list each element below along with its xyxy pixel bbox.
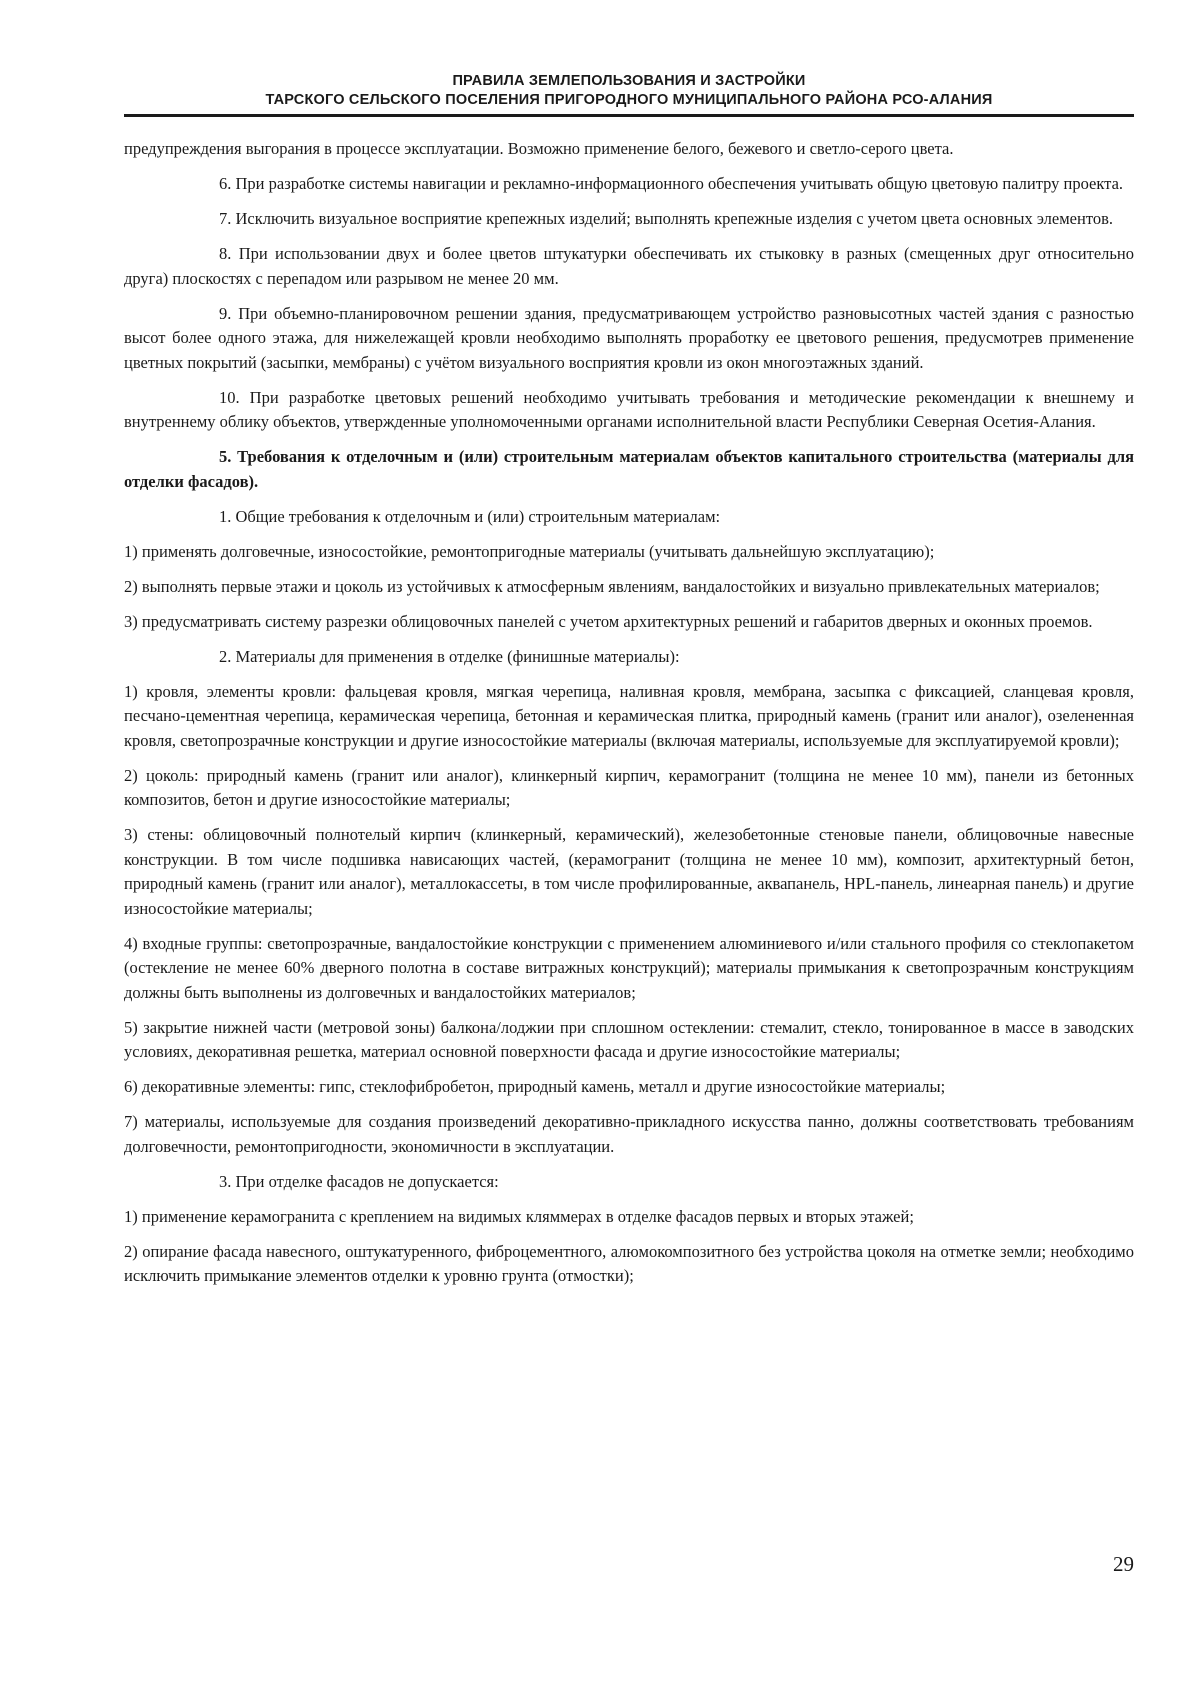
paragraph: 10. При разработке цветовых решений необходимо учитывать требования и методические рекомендации к внешнему и внутреннему облику объектов, утвержденные уполномоченными органами исполнительной власти Республики Северная Осетия-Алания.: [124, 387, 1134, 431]
list-item: 1) применять долговечные, износостойкие, ремонтопригодные материалы (учитывать дальнейшую эксплуатацию);: [124, 541, 935, 561]
list-item: 4) входные группы: светопрозрачные, вандалостойкие конструкции с применением алюминиевого и/или стального профиля со стеклопакетом (остекление не менее 60% дверного полотна в составе витражных конструкций); материалы примыкания к светопрозрачным конструкциям должны быть выполнены из долговечных и вандалостойких материалов;: [124, 933, 1134, 1002]
list-item: 6) декоративные элементы: гипс, стеклофибробетон, природный камень, металл и другие износостойкие материалы;: [124, 1077, 946, 1096]
list-item: 2) выполнять первые этажи и цоколь из устойчивых к атмосферным явлениям, вандалостойких и визуально привлекательных материалов;: [124, 576, 1100, 596]
list-item: 2) цоколь: природный камень (гранит или аналог), клинкерный кирпич, керамогранит (толщина не менее 10 мм), панели из бетонных композитов, бетон и другие износостойкие материалы;: [124, 765, 1134, 809]
paragraph: 6. При разработке системы навигации и рекламно-информационного обеспечения учитывать общую цветовую палитру проекта.: [219, 174, 1124, 193]
list-item: 1) кровля, элементы кровли: фальцевая кровля, мягкая черепица, наливная кровля, мембрана, засыпка с фиксацией, сланцевая кровля, песчано-цементная черепица, керамическая черепица, бетонная и керамическая плитка, природный камень (гранит или аналог), озелененная кровля, светопрозрачные конструкции и другие износостойкие материалы (включая материалы, используемые для эксплуатируемой кровли);: [124, 681, 1134, 750]
paragraph: 2. Материалы для применения в отделке (финишные материалы):: [219, 646, 680, 666]
list-item: 2) опирание фасада навесного, оштукатуренного, фиброцементного, алюмокомпозитного без устройства цоколя на отметке земли; необходимо исключить примыкание элементов отделки к уровню грунта (отмостки);: [124, 1241, 1134, 1285]
header-line-2: ТАРСКОГО СЕЛЬСКОГО ПОСЕЛЕНИЯ ПРИГОРОДНОГО МУНИЦИПАЛЬНОГО РАЙОНА РСО-АЛАНИЯ: [265, 92, 993, 108]
paragraph: 9. При объемно-планировочном решении здания, предусматривающем устройство разновысотных частей здания с разностью высот более одного этажа, для нижележащей кровли необходимо выполнять проработку ее цветового решения, предусмотрев применение цветных покрытий (засыпки, мембраны) с учётом визуального восприятия кровли из окон многоэтажных зданий.: [124, 303, 1134, 372]
header-line-1: ПРАВИЛА ЗЕМЛЕПОЛЬЗОВАНИЯ И ЗАСТРОЙКИ: [452, 73, 806, 89]
paragraph: 7. Исключить визуальное восприятие крепежных изделий; выполнять крепежные изделия с учетом цвета основных элементов.: [219, 209, 1113, 228]
header-divider: [124, 114, 1134, 117]
list-item: 5) закрытие нижней части (метровой зоны) балкона/лоджии при сплошном остеклении: стемалит, стекло, тонированное в массе в заводских условиях, декоративная решетка, материал основной поверхности фасада и другие износостойкие материалы;: [124, 1017, 1134, 1061]
paragraph: предупреждения выгорания в процессе эксплуатации. Возможно применение белого, бежевого и светло-серого цвета.: [124, 139, 954, 158]
document-body: [124, 137, 1134, 1299]
paragraph: 3. При отделке фасадов не допускается:: [219, 1171, 499, 1191]
section-heading: 5. Требования к отделочным и (или) строительным материалам объектов капитального строительства (материалы для отделки фасадов).: [124, 447, 1134, 491]
list-item: 1) применение керамогранита с креплением на видимых кляммерах в отделке фасадов первых и вторых этажей;: [124, 1206, 914, 1226]
document-header: [124, 72, 1134, 110]
paragraph: 8. При использовании двух и более цветов штукатурки обеспечивать их стыковку в разных (смещенных друг относительно друга) плоскостях с перепадом или разрывом не менее 20 мм.: [124, 244, 1134, 288]
list-item: 3) предусматривать систему разрезки облицовочных панелей с учетом архитектурных решений и габаритов дверных и оконных проемов.: [124, 611, 1093, 631]
page-number: 29: [1113, 1552, 1134, 1576]
list-item: 3) стены: облицовочный полнотелый кирпич (клинкерный, керамический), железобетонные стеновые панели, облицовочные навесные конструкции. В том числе подшивка нависающих частей, (керамогранит (толщина не менее 10 мм), композит, архитектурный бетон, природный камень (гранит или аналог), металлокассеты, в том числе профилированные, аквапанель, HPL-панель, линеарная панель) и другие износостойкие материалы;: [124, 825, 1134, 918]
list-item: 7) материалы, используемые для создания произведений декоративно-прикладного искусства панно, должны соответствовать требованиям долговечности, ремонтопригодности, экономичности в эксплуатации.: [124, 1112, 1134, 1156]
paragraph: 1. Общие требования к отделочным и (или) строительным материалам:: [219, 506, 721, 526]
